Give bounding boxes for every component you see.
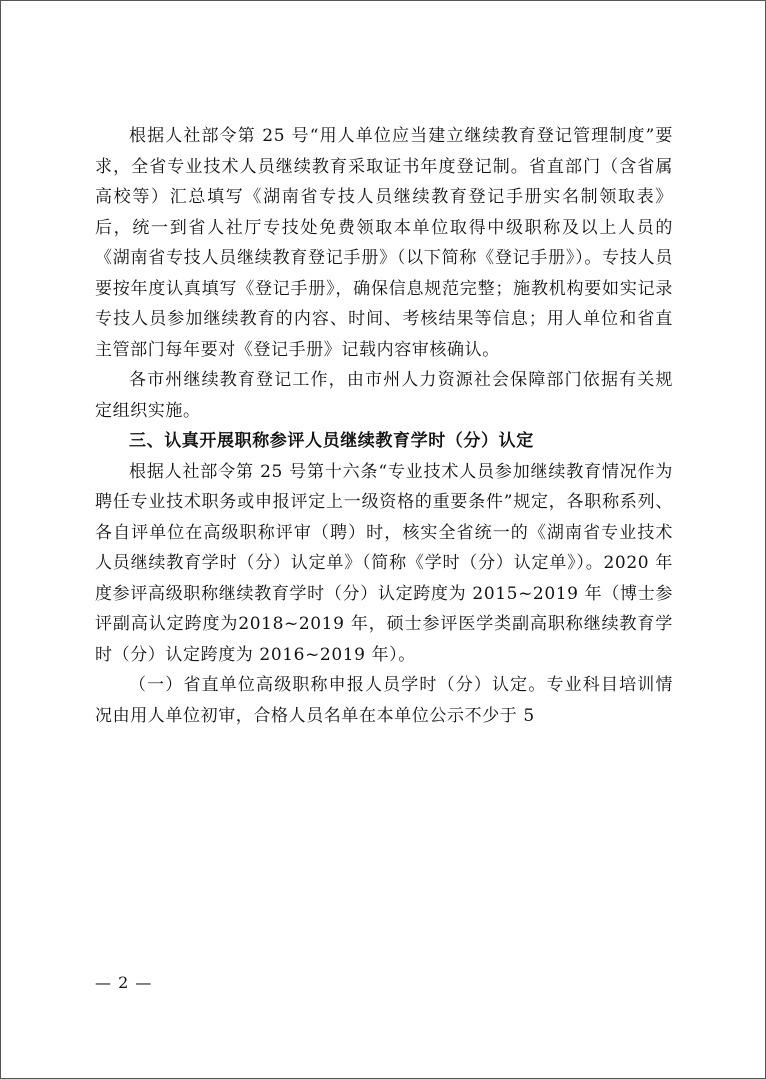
section-heading-3: 三、认真开展职称参评人员继续教育学时（分）认定: [129, 431, 534, 451]
paragraph-credit-certification: 根据人社部令第 25 号第十六条“专业技术人员参加继续教育情况作为聘任专业技术职务或申报评定上一级资格的重要条件”规定，各职称系列、各自评单位在高级职称评审（聘）时，核实全省统一的《湖南省专业技术人员继续教育学时（分）认定单》（简称《学时（分）认定单》）。2020 年度参评高级职称继续教育学时（分）认定跨度为 2015~2019 年（博士参评副高认定跨度为2018~2019 年，硕士参评医学类副高职称继续教育学时（分）认定跨度为 2016~2019 年）。: [95, 461, 673, 665]
paragraph-city-registration: 各市州继续教育登记工作，由市州人力资源社会保障部门依据有关规定组织实施。: [95, 370, 673, 421]
page-number: — 2 —: [95, 973, 153, 992]
paragraph-provincial-units: （一）省直单位高级职称申报人员学时（分）认定。专业科目培训情况由用人单位初审，合格人员名单在本单位公示不少于 5: [95, 675, 673, 726]
body-text: [95, 121, 673, 731]
paragraph-registration-system: 根据人社部令第 25 号“用人单位应当建立继续教育登记管理制度”要求，全省专业技术人员继续教育采取证书年度登记制。省直部门（含省属高校等）汇总填写《湖南省专技人员继续教育登记手册实名制领取表》后，统一到省人社厅专技处免费领取本单位取得中级职称及以上人员的《湖南省专技人员继续教育登记手册》（以下简称《登记手册》）。专技人员要按年度认真填写《登记手册》，确保信息规范完整；施教机构要如实记录专技人员参加继续教育的内容、时间、考核结果等信息；用人单位和省直主管部门每年要对《登记手册》记载内容审核确认。: [95, 126, 673, 360]
